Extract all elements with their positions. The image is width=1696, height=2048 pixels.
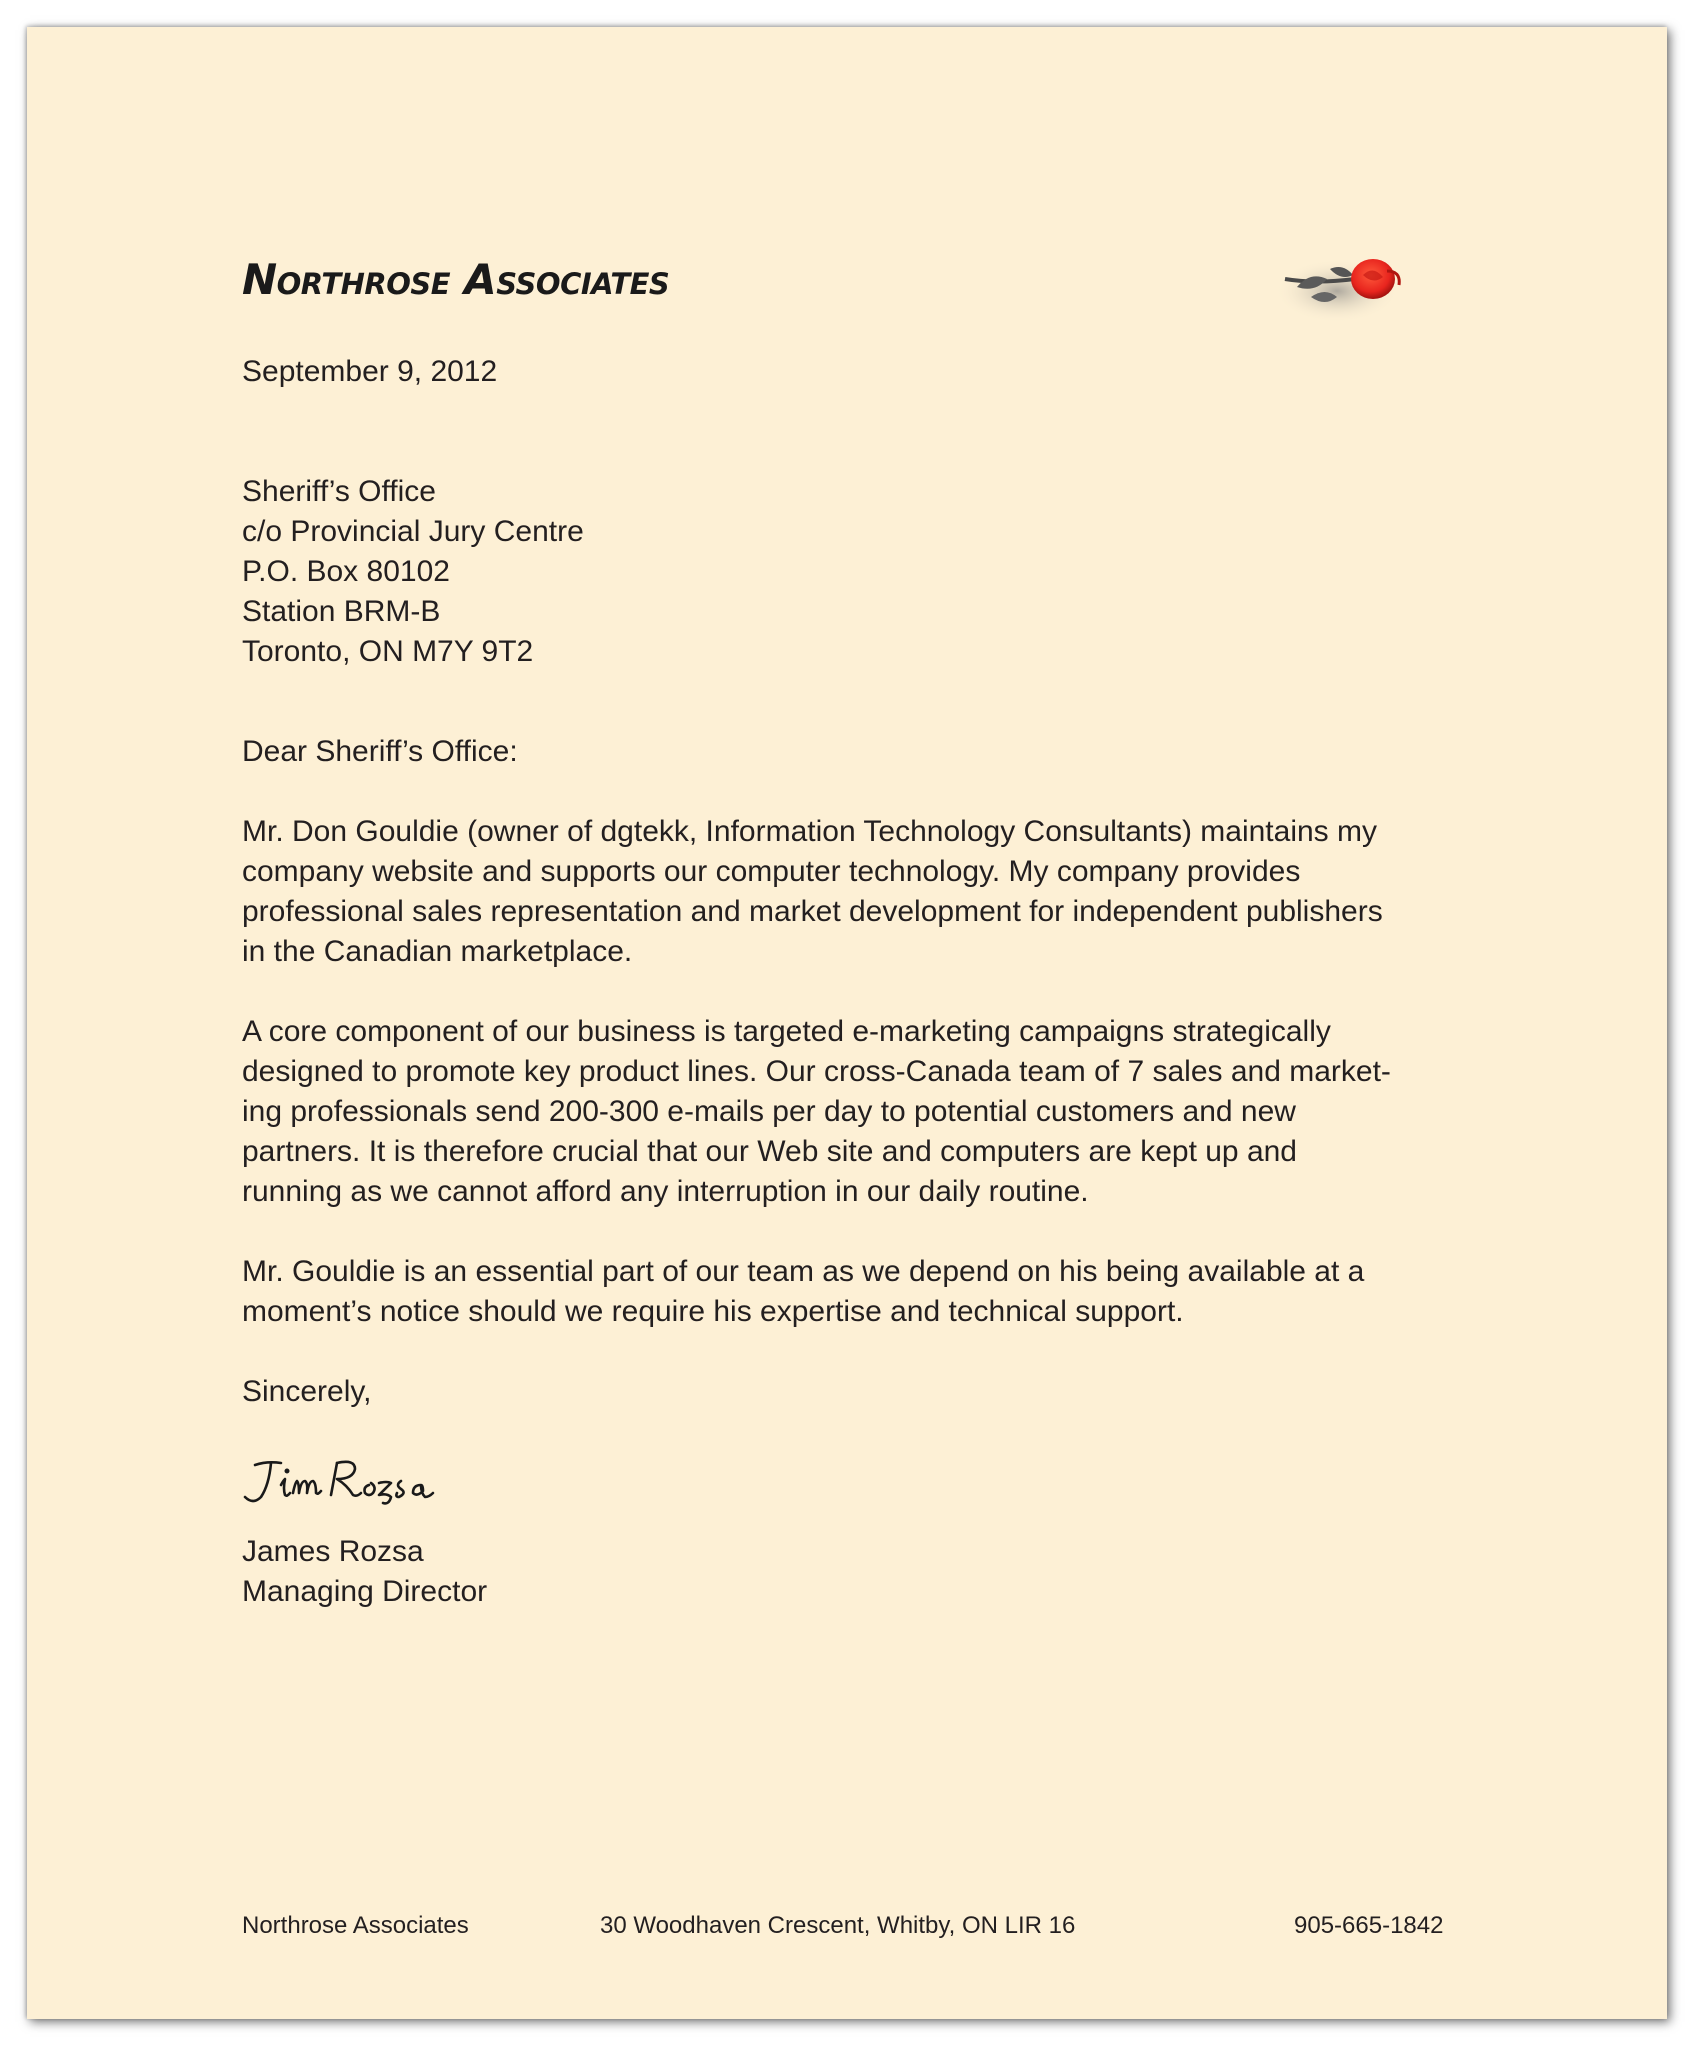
address-line: c/o Provincial Jury Centre bbox=[242, 515, 584, 548]
rose-logo-icon bbox=[1275, 249, 1415, 329]
signer-name: James Rozsa bbox=[242, 1535, 424, 1568]
paragraph-line: in the Canadian marketplace. bbox=[242, 935, 633, 968]
signer-title: Managing Director bbox=[242, 1575, 488, 1608]
paragraph-line: running as we cannot afford any interruption in our daily routine. bbox=[242, 1175, 1089, 1208]
address-line: P.O. Box 80102 bbox=[242, 555, 450, 588]
footer-company: Northrose Associates bbox=[242, 1912, 469, 1939]
body-paragraph-2 bbox=[242, 1012, 1391, 1212]
paragraph-line: Mr. Don Gouldie (owner of dgtekk, Information Technology Consultants) maintains my bbox=[242, 815, 1377, 848]
salutation: Dear Sheriff’s Office: bbox=[242, 735, 518, 768]
address-line: Toronto, ON M7Y 9T2 bbox=[242, 635, 534, 668]
paragraph-line: professional sales representation and market development for independent publishers bbox=[242, 895, 1383, 928]
paragraph-line: designed to promote key product lines. Our cross-Canada team of 7 sales and market- bbox=[242, 1055, 1391, 1088]
body-paragraph-3 bbox=[242, 1252, 1364, 1332]
address-line: Station BRM-B bbox=[242, 595, 441, 628]
paragraph-line: partners. It is therefore crucial that our Web site and computers are kept up and bbox=[242, 1135, 1297, 1168]
signer-block bbox=[242, 1532, 487, 1612]
footer-phone: 905-665-1842 bbox=[1294, 1912, 1444, 1939]
paragraph-line: ing professionals send 200-300 e-mails per day to potential customers and new bbox=[242, 1095, 1296, 1128]
letter-page bbox=[27, 27, 1667, 2019]
address-line: Sheriff’s Office bbox=[242, 475, 436, 508]
footer-address: 30 Woodhaven Crescent, Whitby, ON LIR 16 bbox=[600, 1912, 1076, 1939]
body-paragraph-1 bbox=[242, 812, 1383, 972]
handwritten-signature bbox=[237, 1447, 477, 1517]
letterhead-company-name: Northrose Associates bbox=[242, 255, 670, 304]
closing: Sincerely, bbox=[242, 1375, 372, 1408]
paragraph-line: company website and supports our computer technology. My company provides bbox=[242, 855, 1301, 888]
letter-date: September 9, 2012 bbox=[242, 355, 498, 388]
recipient-address bbox=[242, 472, 584, 672]
paragraph-line: Mr. Gouldie is an essential part of our team as we depend on his being available at a bbox=[242, 1255, 1365, 1288]
paragraph-line: moment’s notice should we require his expertise and technical support. bbox=[242, 1295, 1184, 1328]
paragraph-line: A core component of our business is targeted e-marketing campaigns strategically bbox=[242, 1015, 1331, 1048]
